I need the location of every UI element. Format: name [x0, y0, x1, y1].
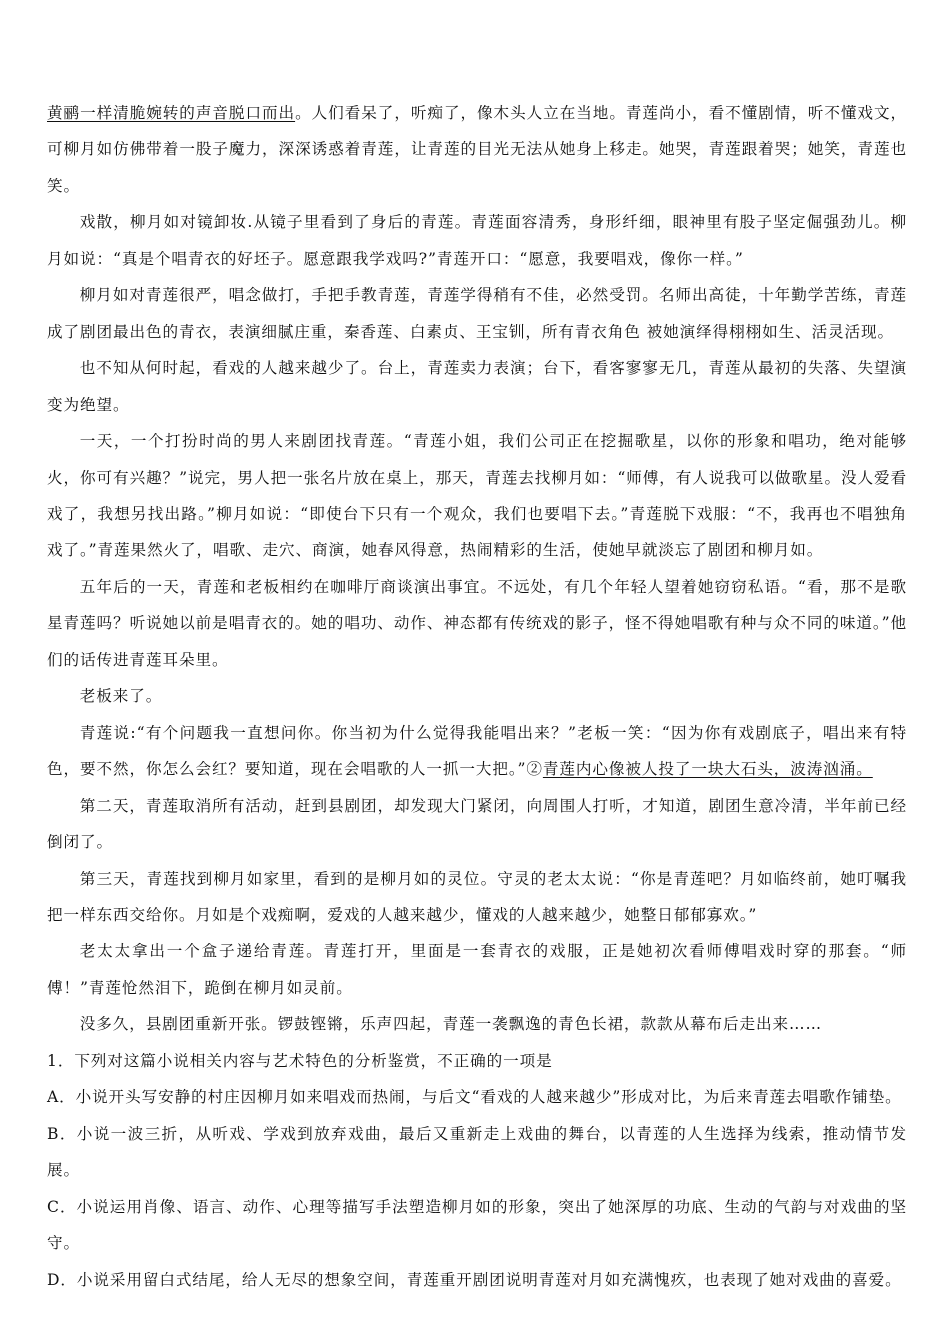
paragraph-1: 黄鹂一样清脆婉转的声音脱口而出。人们看呆了，听痴了，像木头人立在当地。青莲尚小，看不懂剧情，听不懂戏文，可柳月如仿佛带着一股子魔力，深深诱惑着青莲，让青莲的目光无法从她身上移走。她哭，青莲跟着哭；她笑，青莲也笑。 [47, 104, 907, 195]
paragraph-5: 一天，一个打扮时尚的男人来剧团找青莲。“青莲小姐，我们公司正在挖掘歌星，以你的形象和唱功，绝对能够火，你可有兴趣？”说完，男人把一张名片放在桌上，那天，青莲去找柳月如：“师傅，有人说我可以做歌星。没人爱看戏了，我想另找出路。”柳月如说：“即使台下只有一个观众，我们也要唱下去。”青莲脱下戏服：“不，我再也不唱独角戏了。”青莲果然火了，唱歌、走穴、商演，她春风得意，热闹精彩的生活，使她早就淡忘了剧团和柳月如。 [47, 432, 907, 560]
option-c: C．小说运用肖像、语言、动作、心理等描写手法塑造柳月如的形象，突出了她深厚的功底、生动的气韵与对戏曲的坚守。 [47, 1197, 907, 1253]
option-d: D．小说采用留白式结尾，给人无尽的想象空间，青莲重开剧团说明青莲对月如充满愧疚，也表现了她对戏曲的喜爱。 [47, 1270, 902, 1289]
underlined-sentence-1: 黄鹂一样清脆婉转的声音脱口而出 [47, 104, 296, 122]
paragraph-7: 老板来了。 [79, 687, 163, 706]
paragraph-9: 第二天，青莲取消所有活动，赶到县剧团，却发现大门紧闭，向周围人打听，才知道，剧团生意冷清，半年前已经倒闭了。 [47, 796, 907, 852]
paragraph-11: 老太太拿出一个盒子递给青莲。青莲打开，里面是一套青衣的戏服，正是她初次看师傅唱戏时穿的那套。“师傅！”青莲怆然泪下，跪倒在柳月如灵前。 [47, 942, 907, 997]
paragraph-6: 五年后的一天，青莲和老板相约在咖啡厅商谈演出事宜。不远处，有几个年轻人望着她窃窃私语。“看，那不是歌星青莲吗？听说她以前是唱青衣的。她的唱功、动作、神态都有传统戏的影子，怪不得她唱歌有种与众不同的味道。”他们的话传进青莲耳朵里。 [47, 577, 907, 669]
option-b: B．小说一波三折，从听戏、学戏到放弃戏曲，最后又重新走上戏曲的舞台，以青莲的人生选择为线索，推动情节发展。 [47, 1124, 907, 1180]
paragraph-10: 第三天，青莲找到柳月如家里，看到的是柳月如的灵位。守灵的老太太说：“你是青莲吧？月如临终前，她叮嘱我把一样东西交给你。月如是个戏痴啊，爱戏的人越来越少，懂戏的人越来越少，她整日郁郁寡欢。” [47, 869, 907, 924]
paragraph-8: 青莲说:“有个问题我一直想问你。你当初为什么觉得我能唱出来？”老板一笑：“因为你有戏剧底子，唱出来有特色，要不然，你怎么会红？要知道，现在会唱歌的人一抓一大把。”②青莲内心像被人投了一块大石头，波涛汹涌。 [47, 723, 907, 779]
underlined-sentence-2: 青莲内心像被人投了一块大石头，波涛汹涌。 [542, 760, 873, 779]
paragraph-3: 柳月如对青莲很严，唱念做打，手把手教青莲，青莲学得稍有不佳，必然受罚。名师出高徒，十年勤学苦练，青莲成了剧团最出色的青衣，表演细腻庄重，秦香莲、白素贞、王宝钏，所有青衣角色 被她演绎得栩栩如生、活灵活现。 [47, 286, 907, 341]
option-a: A．小说开头写安静的村庄因柳月如来唱戏而热闹，与后文“看戏的人越来越少”形成对比，为后来青莲去唱歌作铺垫。 [47, 1088, 902, 1107]
document-body [47, 95, 907, 1298]
paragraph-4: 也不知从何时起，看戏的人越来越少了。台上，青莲卖力表演；台下，看客寥寥无几，青莲从最初的失落、失望演变为绝望。 [47, 359, 907, 414]
paragraph-2: 戏散，柳月如对镜卸妆.从镜子里看到了身后的青莲。青莲面容清秀，身形纤细，眼神里有股子坚定倔强劲儿。柳月如说：“真是个唱青衣的好坯子。愿意跟我学戏吗?”青莲开口：“愿意，我要唱戏，像你一样。” [47, 213, 907, 268]
paragraph-12: 没多久，县剧团重新开张。锣鼓铿锵，乐声四起，青莲一袭飘逸的青色长裙，款款从幕布后走出来…… [79, 1015, 822, 1034]
question-stem: 1．下列对这篇小说相关内容与艺术特色的分析鉴赏，不正确的一项是 [47, 1051, 553, 1070]
